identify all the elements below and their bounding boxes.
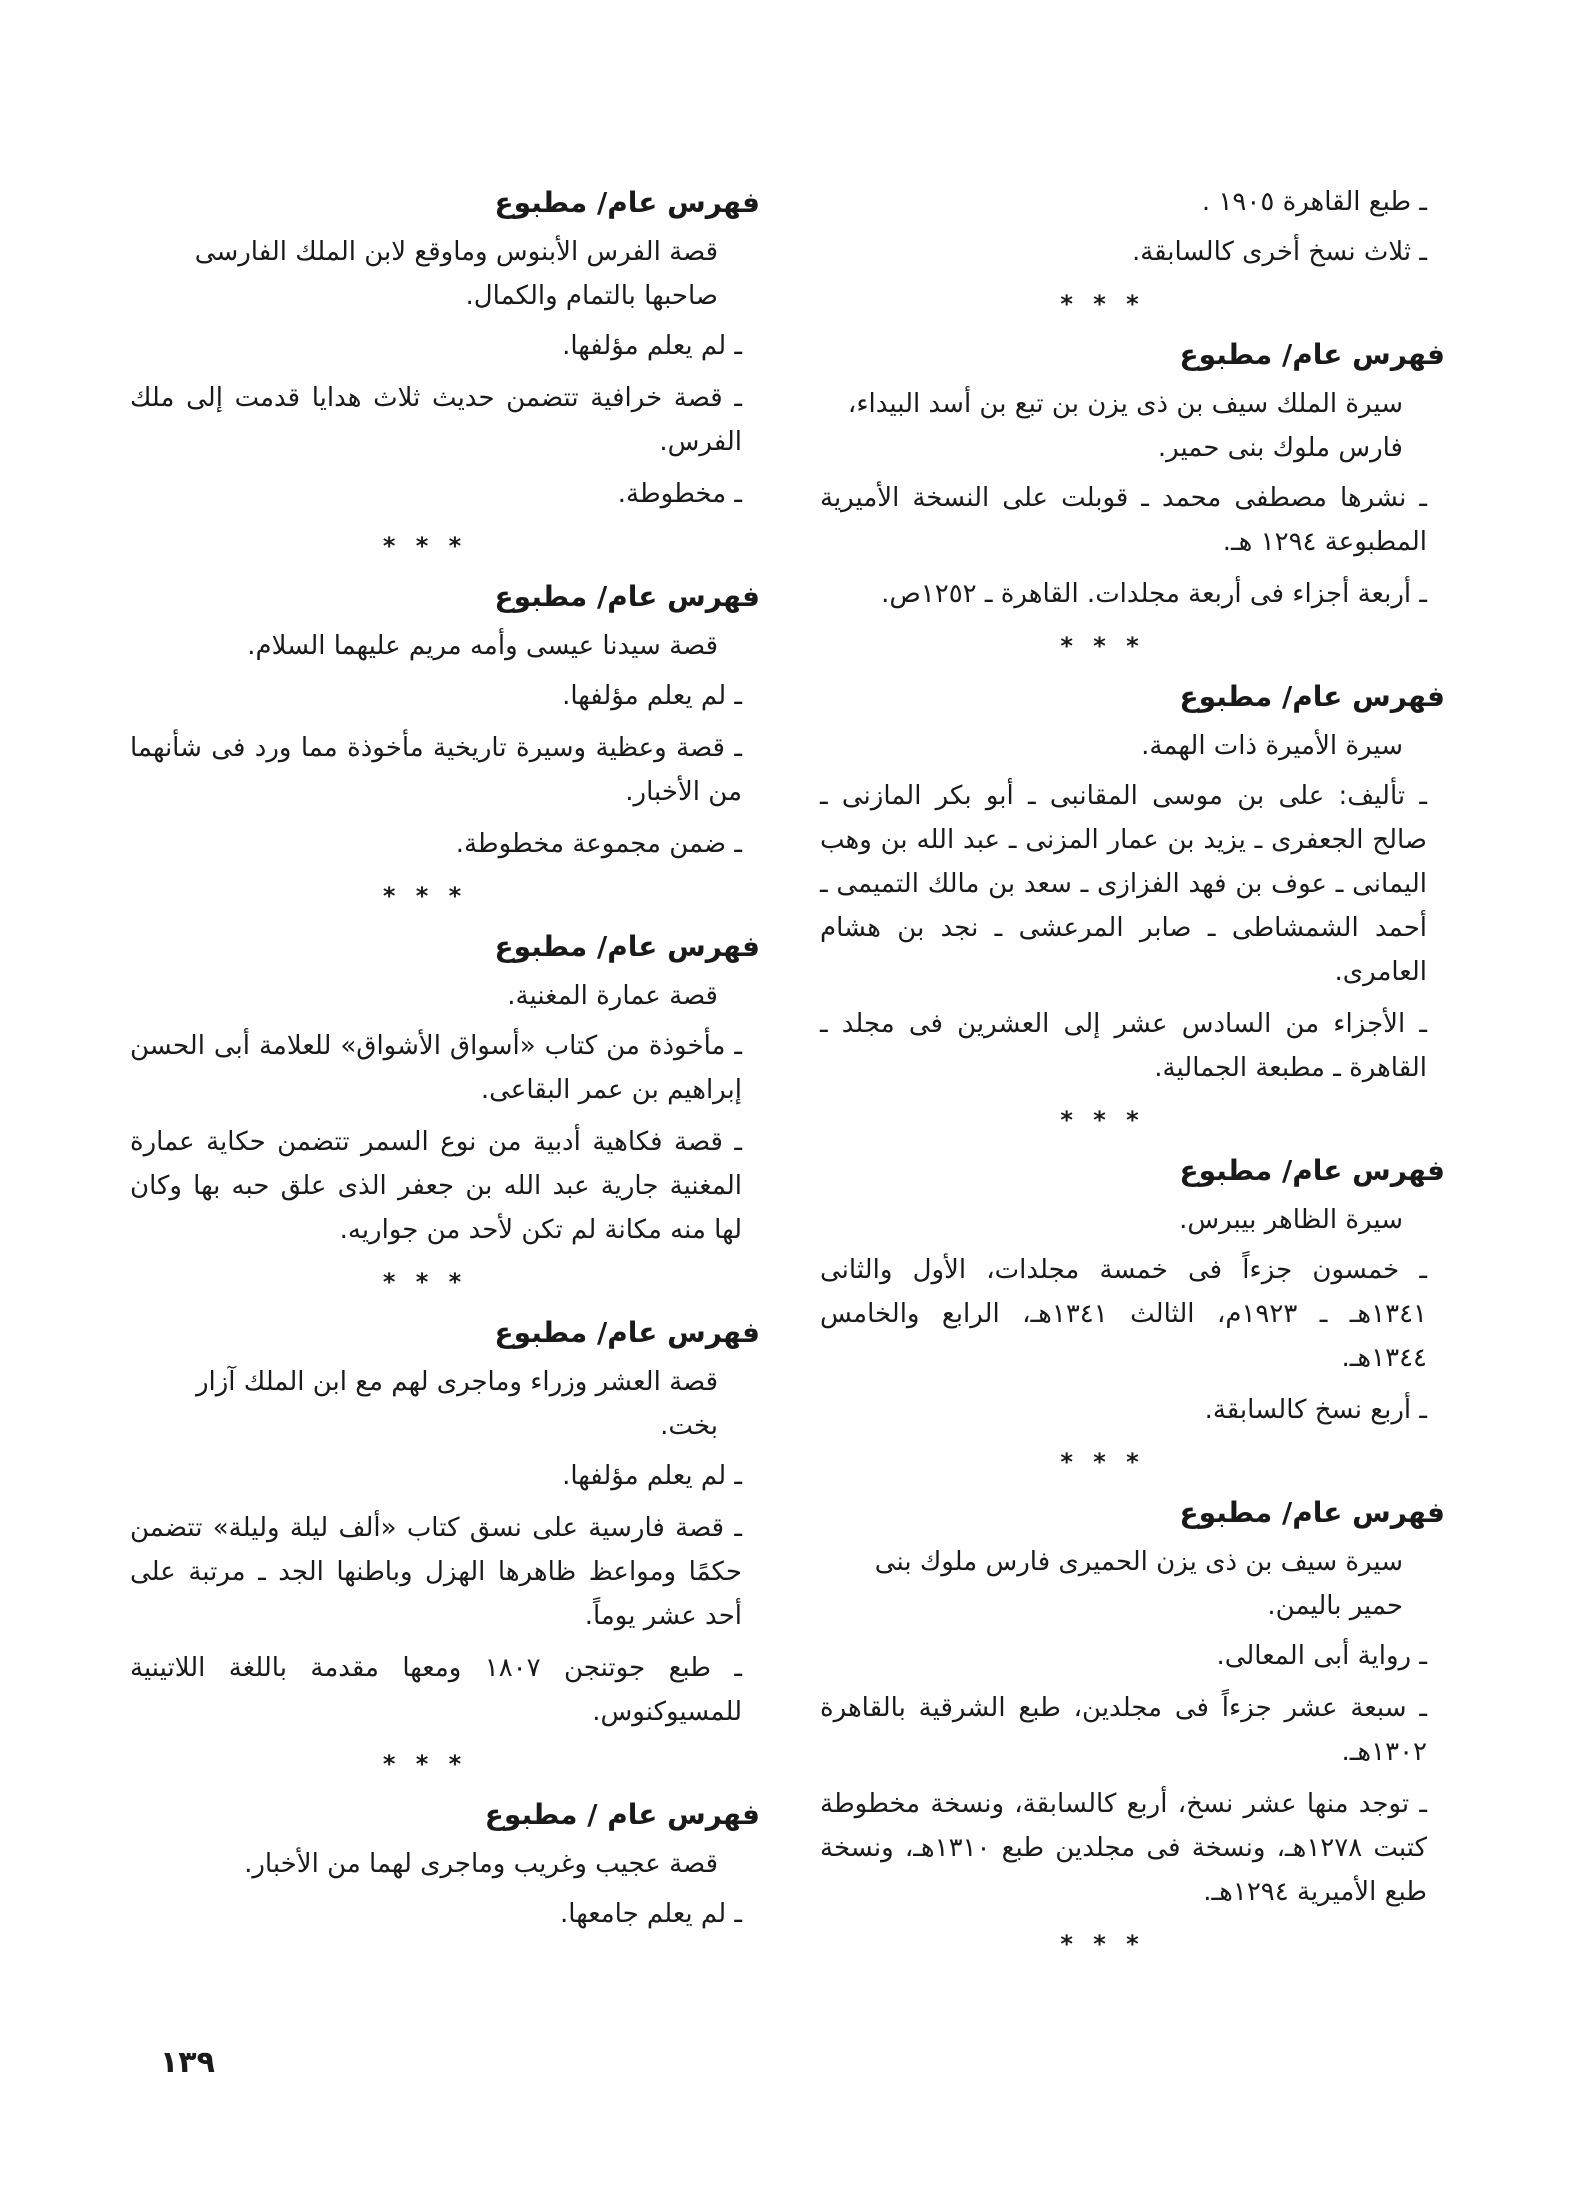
catalog-entry bbox=[130, 574, 760, 866]
entry-note: ـ قصة فارسية على نسق كتاب «ألف ليلة وليلة» تتضمن حكمًا ومواعظ ظاهرها الهزل وباطنها الجد ـ مرتبة على أحد عشر يوماً. bbox=[130, 1513, 742, 1631]
entry-title: سيرة الأميرة ذات الهمة. bbox=[1141, 731, 1403, 761]
entry-note: ـ قصة خرافية تتضمن حديث ثلاث هدايا قدمت إلى ملك الفرس. bbox=[130, 383, 742, 457]
entry-heading: فهرس عام/ مطبوع bbox=[1179, 1154, 1445, 1187]
entry-note: ـ تأليف: على بن موسى المقانبى ـ أبو بكر المازنى ـ صالح الجعفرى ـ يزيد بن عمار المزنى ـ عبد الله بن وهب اليمانى ـ عوف بن فهد الفزازى ـ سعد بن مالك التميمى ـ أحمد الشمشاطى ـ صابر المرعشى ـ نجد بن هشام العامرى. bbox=[820, 781, 1427, 987]
separator: * * * bbox=[382, 1268, 468, 1296]
entry-note: ـ رواية أبى المعالى. bbox=[1216, 1641, 1427, 1671]
entry-title: قصة عجيب وغريب وماجرى لهما من الأخبار. bbox=[244, 1849, 718, 1879]
entry-note: ـ أربعة أجزاء فى أربعة مجلدات. القاهرة ـ ١٢٥٢ص. bbox=[881, 579, 1427, 609]
entry-note: ـ أربع نسخ كالسابقة. bbox=[1204, 1395, 1427, 1425]
catalog-entry bbox=[130, 924, 760, 1252]
entry-heading: فهرس عام/ مطبوع bbox=[494, 1316, 760, 1349]
left-column bbox=[130, 180, 760, 1944]
separator: * * * bbox=[1060, 1930, 1145, 1958]
separator: * * * bbox=[1060, 1106, 1145, 1134]
entry-title: سيرة سيف بن ذى يزن الحميرى فارس ملوك بنى حمير باليمن. bbox=[874, 1547, 1403, 1621]
entry-note: ـ طبع جوتنجن ١٨٠٧ ومعها مقدمة باللغة اللاتينية للمسيوكنوس. bbox=[130, 1653, 742, 1727]
entry-heading: فهرس عام/ مطبوع bbox=[1179, 338, 1445, 371]
entry-heading: فهرس عام/ مطبوع bbox=[494, 930, 760, 963]
catalog-entry bbox=[820, 332, 1445, 616]
right-column bbox=[820, 180, 1445, 1972]
entry-note: ـ لم يعلم مؤلفها. bbox=[562, 681, 742, 711]
entry-note: ـ نشرها مصطفى محمد ـ قوبلت على النسخة الأميرية المطبوعة ١٢٩٤ هـ. bbox=[820, 483, 1427, 557]
entry-title: سيرة الظاهر بيبرس. bbox=[1179, 1205, 1403, 1235]
separator: * * * bbox=[1060, 632, 1145, 660]
entry-note: ـ مأخوذة من كتاب «أسواق الأشواق» للعلامة أبى الحسن إبراهيم بن عمر البقاعى. bbox=[130, 1031, 742, 1105]
entry-note: ـ قصة وعظية وسيرة تاريخية مأخوذة مما ورد فى شأنهما من الأخبار. bbox=[130, 733, 742, 807]
catalog-entry bbox=[130, 1310, 760, 1734]
entry-title: قصة عمارة المغنية. bbox=[507, 981, 718, 1011]
entry-heading: فهرس عام/ مطبوع bbox=[494, 186, 760, 219]
separator: * * * bbox=[382, 1750, 468, 1778]
entry-note: ـ خمسون جزءاً فى خمسة مجلدات، الأول والثانى ١٣٤١هـ ـ ١٩٢٣م، الثالث ١٣٤١هـ، الرابع والخامس ١٣٤٤هـ. bbox=[820, 1255, 1427, 1373]
separator: * * * bbox=[382, 882, 468, 910]
entry-note: ـ توجد منها عشر نسخ، أربع كالسابقة، ونسخة مخطوطة كتبت ١٢٧٨هـ، ونسخة فى مجلدين طبع ١٣١٠هـ، ونسخة طبع الأميرية ١٢٩٤هـ. bbox=[820, 1789, 1427, 1907]
entry-note: ـ لم يعلم جامعها. bbox=[560, 1899, 742, 1929]
separator: * * * bbox=[1060, 290, 1145, 318]
entry-title: قصة سيدنا عيسى وأمه مريم عليهما السلام. bbox=[247, 631, 718, 661]
entry-heading: فهرس عام/ مطبوع bbox=[1179, 680, 1445, 713]
catalog-entry bbox=[130, 1792, 760, 1936]
entry-title: قصة العشر وزراء وماجرى لهم مع ابن الملك آزار بخت. bbox=[195, 1367, 718, 1441]
lead-note: ـ ثلاث نسخ أخرى كالسابقة. bbox=[1131, 237, 1427, 267]
entry-heading: فهرس عام / مطبوع bbox=[484, 1798, 760, 1831]
separator: * * * bbox=[1060, 1448, 1145, 1476]
entry-note: ـ مخطوطة. bbox=[617, 479, 742, 509]
catalog-entry bbox=[820, 1148, 1445, 1432]
separator: * * * bbox=[382, 532, 468, 560]
page-number: ١٣٩ bbox=[160, 2045, 215, 2080]
entry-note: ـ ضمن مجموعة مخطوطة. bbox=[455, 829, 742, 859]
entry-note: ـ قصة فكاهية أدبية من نوع السمر تتضمن حكاية عمارة المغنية جارية عبد الله بن جعفر الذى علق حبه بها وكان لها منه مكانة لم تكن لأحد من جواريه. bbox=[130, 1127, 742, 1245]
entry-note: ـ لم يعلم مؤلفها. bbox=[562, 1461, 742, 1491]
entry-heading: فهرس عام/ مطبوع bbox=[1179, 1496, 1445, 1529]
lead-note: ـ طبع القاهرة ١٩٠٥ . bbox=[1201, 187, 1427, 217]
entry-note: ـ لم يعلم مؤلفها. bbox=[562, 331, 742, 361]
entry-title: قصة الفرس الأبنوس وماوقع لابن الملك الفارسى صاحبها بالتمام والكمال. bbox=[194, 237, 718, 311]
catalog-entry bbox=[130, 180, 760, 516]
entry-heading: فهرس عام/ مطبوع bbox=[494, 580, 760, 613]
catalog-entry bbox=[820, 1490, 1445, 1914]
entry-note: ـ الأجزاء من السادس عشر إلى العشرين فى مجلد ـ القاهرة ـ مطبعة الجمالية. bbox=[820, 1009, 1427, 1083]
entry-note: ـ سبعة عشر جزءاً فى مجلدين، طبع الشرقية بالقاهرة ١٣٠٢هـ. bbox=[820, 1693, 1427, 1767]
entry-title: سيرة الملك سيف بن ذى يزن بن تبع بن أسد البيداء، فارس ملوك بنى حمير. bbox=[847, 389, 1403, 463]
catalog-entry bbox=[820, 674, 1445, 1090]
